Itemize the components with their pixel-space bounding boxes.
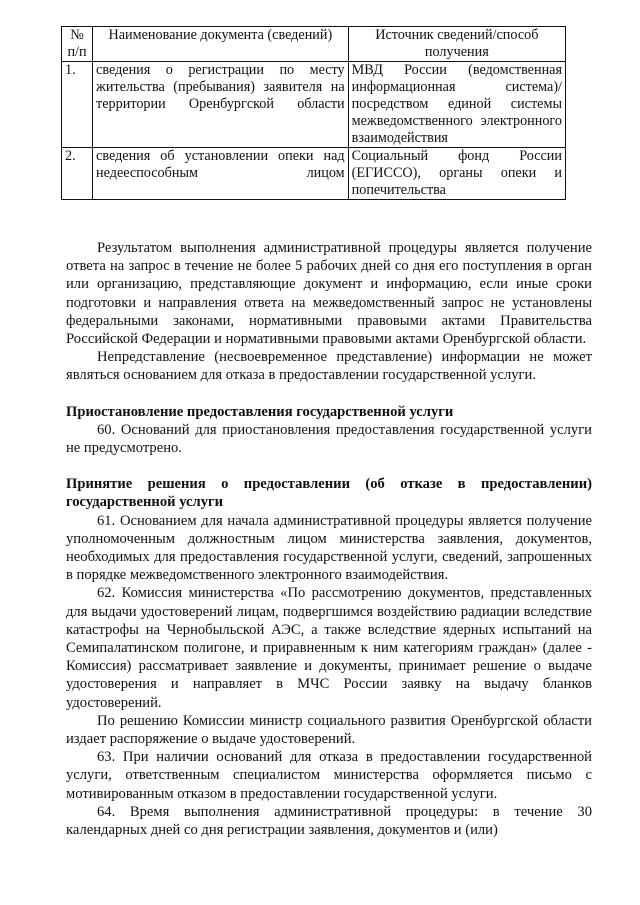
row-doc: сведения о регистрации по месту жительства (пребывания) заявителя на территории Оренбургской области (93, 62, 349, 148)
row-source: МВД России (ведомственная информационная система)/ посредством единой системы межведомственного электронного взаимодействия (348, 62, 565, 148)
row-doc: сведения об установлении опеки над недееспособным лицом (93, 148, 349, 200)
paragraph-non-submission: Непредставление (несвоевременное представление) информации не может являться основанием для отказа в предоставлении государственной услуги. (66, 349, 592, 384)
header-source: Источник сведений/способ получения (348, 27, 565, 62)
row-source: Социальный фонд России (ЕГИССО), органы опеки и попечительства (348, 148, 565, 200)
paragraph-62-decision: По решению Комиссии министр социального развития Оренбургской области издает распоряжение о выдаче удостоверений. (66, 712, 592, 748)
document-body (66, 239, 592, 839)
header-num: № п/п (62, 27, 93, 62)
paragraph-62: 62. Комиссия министерства «По рассмотрению документов, представленных для выдачи удостоверений лицам, подвергшимся воздействию радиации вследствие катастрофы на Чернобыльской АЭС, а также вследствие ядерных испытаний на Семипалатинском полигоне, и приравненным к ним категориям граждан» (далее - Комиссия) рассматривает заявление и документы, принимает решение о выдаче удостоверения и направляет в МЧС России заявку на выдачу бланков удостоверений. (66, 585, 592, 711)
table-row (62, 148, 566, 200)
table-row (62, 62, 566, 148)
paragraph-61: 61. Основанием для начала административной процедуры является получение уполномоченным должностным лицом министерства заявления, документов, необходимых для предоставления государственной услуги, сведений, запрошенных в порядке межведомственного электронного взаимодействия. (66, 512, 592, 584)
paragraph-63: 63. При наличии оснований для отказа в предоставлении государственной услуги, ответственным специалистом министерства оформляется письмо с мотивированным отказом в предоставлении государственной услуги. (66, 749, 592, 802)
row-num: 2. (62, 148, 93, 200)
heading-decision: Принятие решения о предоставлении (об отказе в предоставлении) государственной услуги (66, 476, 592, 511)
table-header-row (62, 27, 566, 62)
header-doc: Наименование документа (сведений) (93, 27, 349, 62)
sources-table (61, 26, 566, 200)
heading-suspension: Приостановление предоставления государственной услуги (66, 403, 454, 420)
paragraph-64: 64. Время выполнения административной процедуры: в течение 30 календарных дней со дня регистрации заявления, документов и (или) (66, 803, 592, 839)
paragraph-60: 60. Оснований для приостановления предоставления государственной услуги не предусмотрено. (66, 421, 592, 457)
row-num: 1. (62, 62, 93, 148)
paragraph-result: Результатом выполнения административной процедуры является получение ответа на запрос в течение не более 5 рабочих дней со дня его поступления в орган или организацию, представляющие документ и информацию, если иные сроки подготовки и направления ответа на межведомственный запрос не установлены федеральными законами, нормативными правовыми актами Правительства Российской Федерации и нормативными правовыми актами Оренбургской области. (66, 240, 592, 348)
